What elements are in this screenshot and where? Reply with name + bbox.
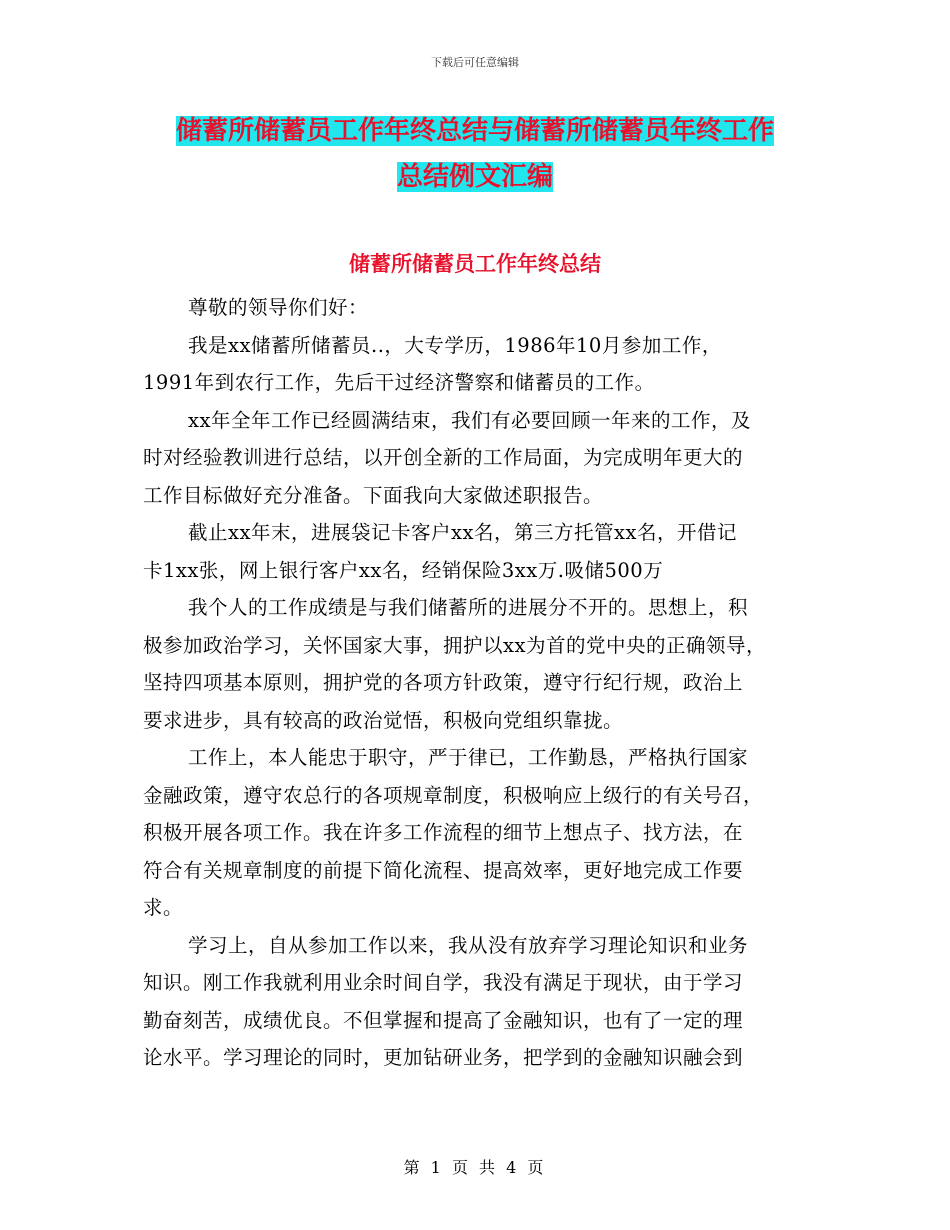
section-title: 储蓄所储蓄员工作年终总结 [349,252,601,276]
body-line: 学习上，自从参加工作以来，我从没有放弃学习理论知识和业务 [188,933,749,957]
body-line: 1991年到农行工作，先后干过经济警察和储蓄员的工作。 [143,371,655,394]
body-line: 符合有关规章制度的前提下简化流程、提高效率，更好地完成工作要 [143,858,744,882]
document-body [143,289,813,1077]
body-line: 要求进步，具有较高的政治觉悟，积极向党组织靠拢。 [143,708,624,732]
body-line: 工作目标做好充分准备。下面我向大家做述职报告。 [143,483,604,507]
document-title-line-1: 储蓄所储蓄员工作年终总结与储蓄所储蓄员年终工作 [175,116,774,146]
body-line: 尊敬的领导你们好： [188,296,369,319]
body-line: 金融政策，遵守农总行的各项规章制度，积极响应上级行的有关号召， [143,783,764,807]
document-title [150,108,800,200]
body-line: 我个人的工作成绩是与我们储蓄所的进展分不开的。思想上，积 [188,596,749,619]
body-line: 勤奋刻苦，成绩优良。不但掌握和提高了金融知识，也有了一定的理 [143,1008,744,1032]
body-line: xx年全年工作已经圆满结束，我们有必要回顾一年来的工作，及 [188,408,751,432]
page-header-note: 下载后可任意编辑 [431,56,519,69]
body-line: 论水平。学习理论的同时，更加钻研业务，把学到的金融知识融会到 [143,1046,744,1069]
body-line: 我是xx储蓄所储蓄员..，大专学历，1986年10月参加工作， [188,333,722,357]
page-number-footer: 第 1 页 共 4 页 [403,1158,547,1177]
body-line: 求。 [143,896,184,919]
body-line: 坚持四项基本原则，拥护党的各项方针政策，遵守行纪行规，政治上 [143,671,744,694]
body-line: 卡1xx张，网上银行客户xx名，经销保险3xx万.吸储500万 [143,558,664,582]
body-line: 积极开展各项工作。我在许多工作流程的细节上想点子、找方法，在 [143,821,744,844]
body-line: 截止xx年末，进展袋记卡客户xx名，第三方托管xx名，开借记 [188,521,737,544]
body-line: 工作上，本人能忠于职守，严于律已，工作勤恳，严格执行国家 [188,746,749,769]
body-line: 知识。刚工作我就利用业余时间自学，我没有满足于现状，由于学习 [143,971,744,994]
body-line: 时对经验教训进行总结，以开创全新的工作局面，为完成明年更大的 [143,446,744,469]
document-title-line-2: 总结例文汇编 [396,162,553,192]
body-line: 极参加政治学习，关怀国家大事，拥护以xx为首的党中央的正确领导， [143,633,766,657]
